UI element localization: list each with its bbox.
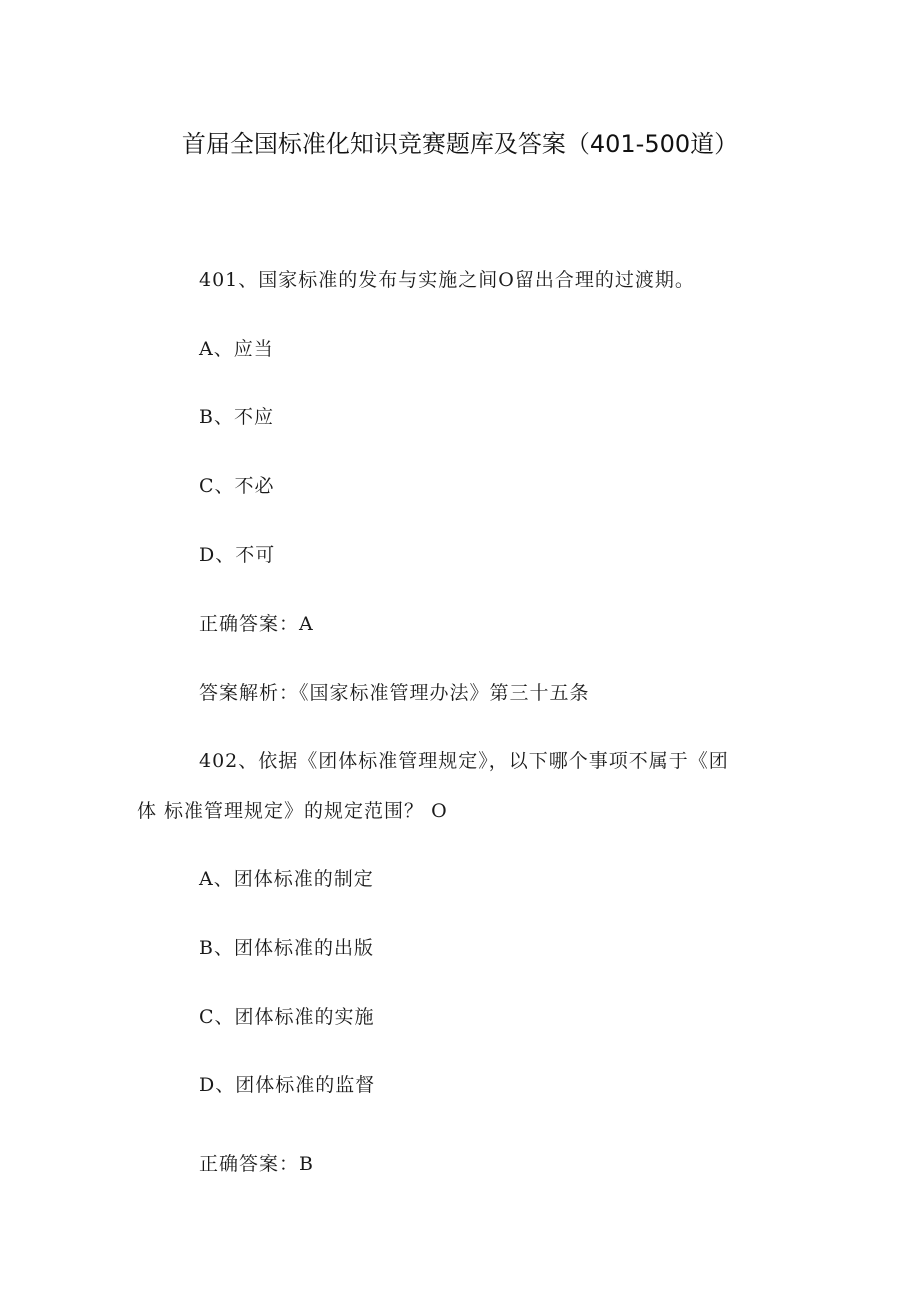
question-401-answer: 正确答案：A xyxy=(199,613,314,635)
question-402-stem-line1: 402、依据《团体标准管理规定》，以下哪个事项不属于《团 xyxy=(199,750,729,772)
question-402-stem-line2: 体 标准管理规定》的规定范围？ O xyxy=(137,800,448,822)
question-401-option-c: C、不必 xyxy=(199,475,275,497)
question-402-answer: 正确答案：B xyxy=(199,1153,314,1175)
question-401-option-d: D、不可 xyxy=(199,544,276,566)
question-402-option-d: D、团体标准的监督 xyxy=(199,1074,376,1096)
document-title: 首届全国标准化知识竞赛题库及答案（401-500道） xyxy=(181,130,739,158)
question-401-analysis: 答案解析：《国家标准管理办法》第三十五条 xyxy=(199,682,590,704)
question-401-option-a: A、应当 xyxy=(199,338,274,360)
question-401-stem: 401、国家标准的发布与实施之间O留出合理的过渡期。 xyxy=(199,269,695,291)
question-402-option-c: C、团体标准的实施 xyxy=(199,1006,375,1028)
question-402-option-b: B、团体标准的出版 xyxy=(199,937,374,959)
question-402-option-a: A、团体标准的制定 xyxy=(199,868,374,890)
question-401-option-b: B、不应 xyxy=(199,406,274,428)
